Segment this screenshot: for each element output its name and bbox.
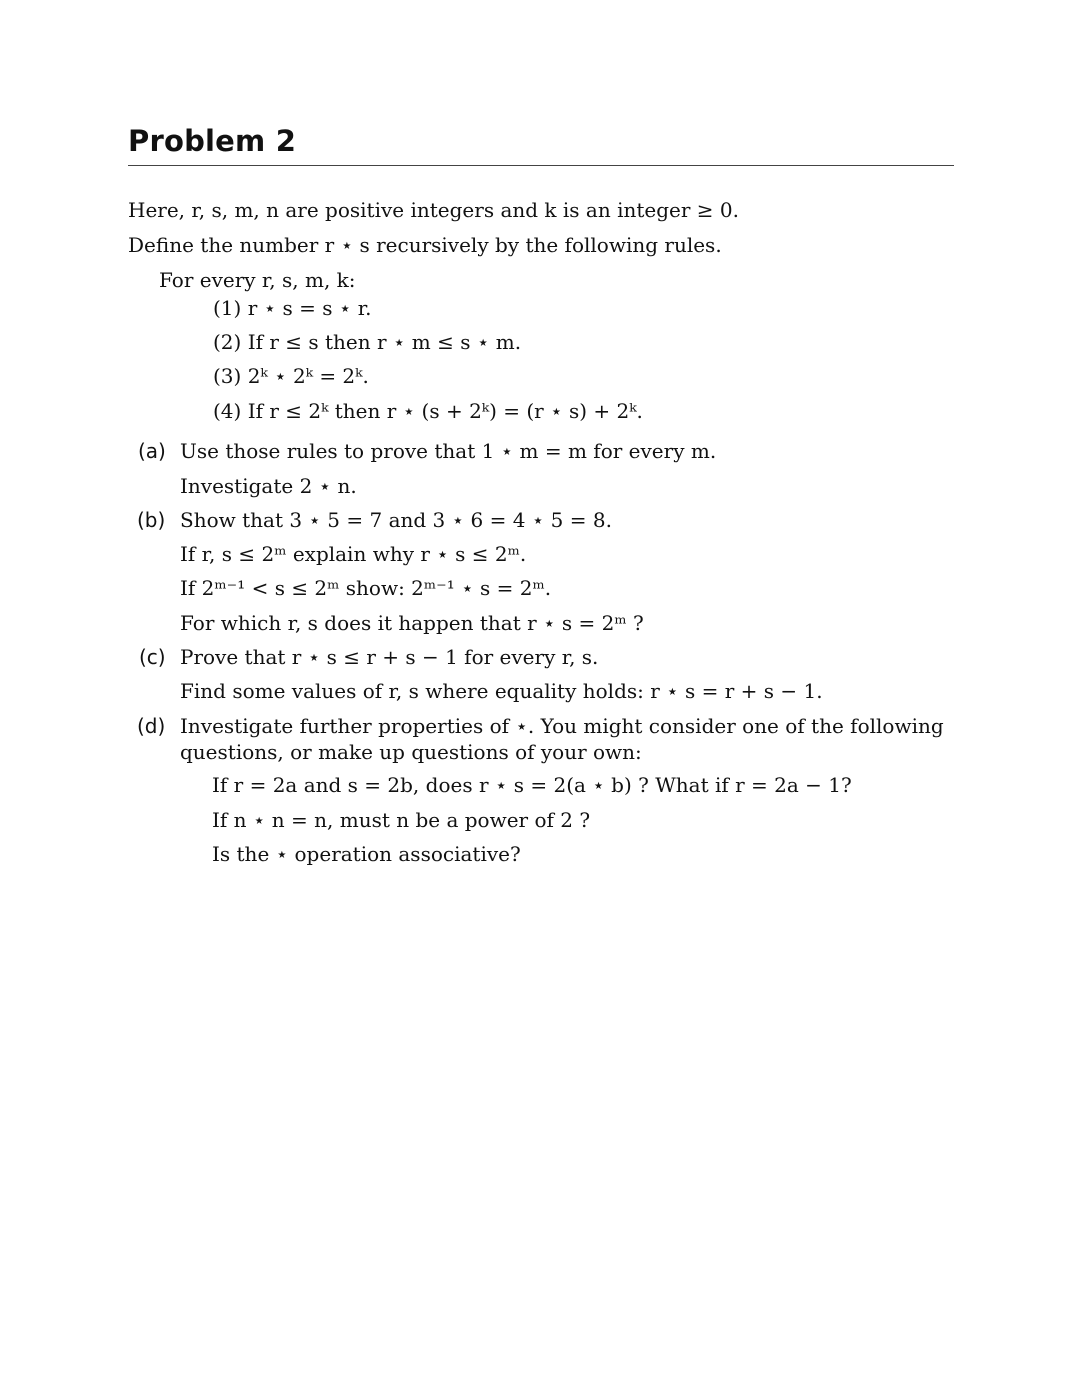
part-d-question-1: If r = 2a and s = 2b, does r ⋆ s = 2(a ⋆ b) ? What if r = 2a − 1? (212, 773, 852, 797)
problem-title: Problem 2 (128, 124, 297, 158)
part-d-intro: Investigate further properties of ⋆. You might consider one of the following questions, or make up questions of your own: (180, 714, 944, 764)
part-c-label: (c) (139, 645, 166, 669)
part-b-line-3: If 2ᵐ⁻¹ < s ≤ 2ᵐ show: 2ᵐ⁻¹ ⋆ s = 2ᵐ. (180, 576, 552, 600)
part-d-question-3: Is the ⋆ operation associative? (212, 842, 521, 866)
part-b-line-2: If r, s ≤ 2ᵐ explain why r ⋆ s ≤ 2ᵐ. (180, 542, 527, 566)
rules-header: For every r, s, m, k: (159, 268, 356, 292)
part-d-label: (d) (137, 714, 166, 738)
part-c-line-2: Find some values of r, s where equality holds: r ⋆ s = r + s − 1. (180, 679, 823, 703)
part-d-question-2: If n ⋆ n = n, must n be a power of 2 ? (212, 808, 591, 832)
part-b-label: (b) (137, 508, 166, 532)
part-a-line-2: Investigate 2 ⋆ n. (180, 474, 357, 498)
title-rule (128, 165, 954, 166)
rule-3: (3) 2ᵏ ⋆ 2ᵏ = 2ᵏ. (213, 364, 369, 388)
intro-line-1: Here, r, s, m, n are positive integers and k is an integer ≥ 0. (128, 198, 739, 222)
part-b-line-1: Show that 3 ⋆ 5 = 7 and 3 ⋆ 6 = 4 ⋆ 5 = 8. (180, 508, 612, 532)
rule-1: (1) r ⋆ s = s ⋆ r. (213, 296, 372, 320)
intro-line-2: Define the number r ⋆ s recursively by the following rules. (128, 233, 722, 257)
part-a-line-1: Use those rules to prove that 1 ⋆ m = m for every m. (180, 439, 717, 463)
part-b-line-4: For which r, s does it happen that r ⋆ s = 2ᵐ ? (180, 611, 644, 635)
part-c-line-1: Prove that r ⋆ s ≤ r + s − 1 for every r, s. (180, 645, 599, 669)
rule-4: (4) If r ≤ 2ᵏ then r ⋆ (s + 2ᵏ) = (r ⋆ s) + 2ᵏ. (213, 399, 643, 423)
rule-2: (2) If r ≤ s then r ⋆ m ≤ s ⋆ m. (213, 330, 522, 354)
part-a-label: (a) (138, 439, 166, 463)
